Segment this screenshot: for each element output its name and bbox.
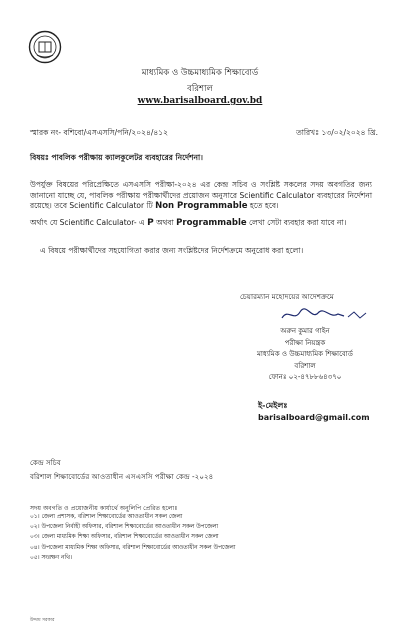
memo-number: স্মারক নং- বশিবো/এসএসসি/পনি/২০২৪/৪১২ bbox=[30, 128, 168, 137]
copy-heading: সদয় অবগতি ও প্রয়োজনীয় কার্যার্থে অনুলিপি প্রেরিত হলোঃ bbox=[30, 505, 178, 512]
signatory-designation: পরীক্ষা নিয়ন্ত্রক bbox=[284, 338, 326, 347]
signatory-city: বরিশাল bbox=[294, 361, 316, 370]
body-text: লেখা সেটা ব্যবহার করা যাবে না। bbox=[249, 218, 347, 227]
body-text: উপর্যুক্ত বিষয়ের পরিপ্রেক্ষিতে এসএসসি পরীক্ষা-২০২৪ এর কেন্দ্র সচিব ও সংশ্লিষ্ট সকলের সদয় অবগতির জন্য জানানো যাচ্ছে যে, পাবলিক পরীক্ষায় পরীক্ষার্থীদের প্রয়োজন অনুসারে Scientific Calculator ব্যবহারের নির্দেশনা রয়েছে। তবে Scientific Calculator টি bbox=[30, 180, 372, 210]
board-name: মাধ্যমিক ও উচ্চমাধ্যমিক শিক্ষাবোর্ড bbox=[141, 68, 259, 78]
board-city: বরিশাল bbox=[187, 84, 213, 94]
list-item: ০২। উপজেলা নির্বাহী অফিসার, বরিশাল শিক্ষাবোর্ডের আওতাধীন সকল উপজেলা bbox=[30, 524, 219, 531]
body-paragraph-2 bbox=[30, 218, 372, 229]
signatory-email[interactable]: ই-মেইলঃ barisalboard@gmail.com bbox=[258, 401, 370, 422]
memo-date: তারিখঃ ১৩/০২/২০২৪ খ্রি. bbox=[296, 128, 378, 137]
recipient-line: বরিশাল শিক্ষাবোর্ডের আওতাধীন এসএসসি পরীক্ষা কেন্দ্র -২০২৪ bbox=[30, 472, 214, 481]
body-text: অথবা bbox=[156, 218, 174, 227]
list-item: ০৩। জেলা মাধ্যমিক শিক্ষা অফিসার, বরিশাল শিক্ষাবোর্ডের আওতাধীন সকল জেলা bbox=[30, 534, 219, 541]
programmable-emphasis: Programmable bbox=[176, 218, 247, 228]
list-item: ০৫। সংরক্ষণ নথি। bbox=[30, 554, 72, 561]
signatory-name: অরুন কুমার গাইন bbox=[280, 327, 330, 335]
list-item: ০৪। উপজেলা মাধ্যমিক শিক্ষা অফিসার, বরিশাল শিক্ষাবোর্ডের আওতাধীন সকল উপজেলা bbox=[30, 544, 236, 551]
board-logo bbox=[28, 30, 62, 64]
footer-note: উদ্দাম সরকার bbox=[30, 618, 55, 623]
p-emphasis: P bbox=[147, 218, 154, 228]
handwritten-signature bbox=[220, 304, 390, 326]
list-item: ০১। জেলা প্রশাসক, বরিশাল শিক্ষাবোর্ডের আওতাধীন সকল জেলা bbox=[30, 514, 183, 520]
signature-block bbox=[220, 304, 390, 384]
non-programmable-emphasis: Non Programmable bbox=[155, 201, 248, 211]
signatory-board: মাধ্যমিক ও উচ্চমাধ্যমিক শিক্ষাবোর্ড bbox=[257, 350, 353, 358]
board-website-link[interactable]: www.barisalboard.gov.bd bbox=[137, 96, 263, 106]
subject-line: বিষয়ঃ পাবলিক পরীক্ষায় ক্যালকুলেটর ব্যবহারের নির্দেশনা। bbox=[30, 153, 203, 162]
body-paragraph-3: এ বিষয়ে পরীক্ষার্থীদের সহযোগিতা করার জন্য সংশ্লিষ্টদের নির্দেশক্রমে অনুরোধ করা হলো। bbox=[40, 246, 304, 255]
body-text: অর্থাৎ যে Scientific Calculator- এ bbox=[30, 218, 145, 227]
copy-list bbox=[30, 512, 235, 563]
body-paragraph-1 bbox=[30, 180, 372, 212]
recipient-title: কেন্দ্র সচিব bbox=[30, 458, 61, 467]
body-text: হতে হবে। bbox=[249, 201, 279, 210]
signatory-phone: ফোনঃ ০২-৪৭৮৮৬৪৩৭০ bbox=[268, 373, 342, 381]
by-order-line: চেয়ারম্যান মহোদয়ের আদেশক্রমে bbox=[240, 292, 334, 301]
